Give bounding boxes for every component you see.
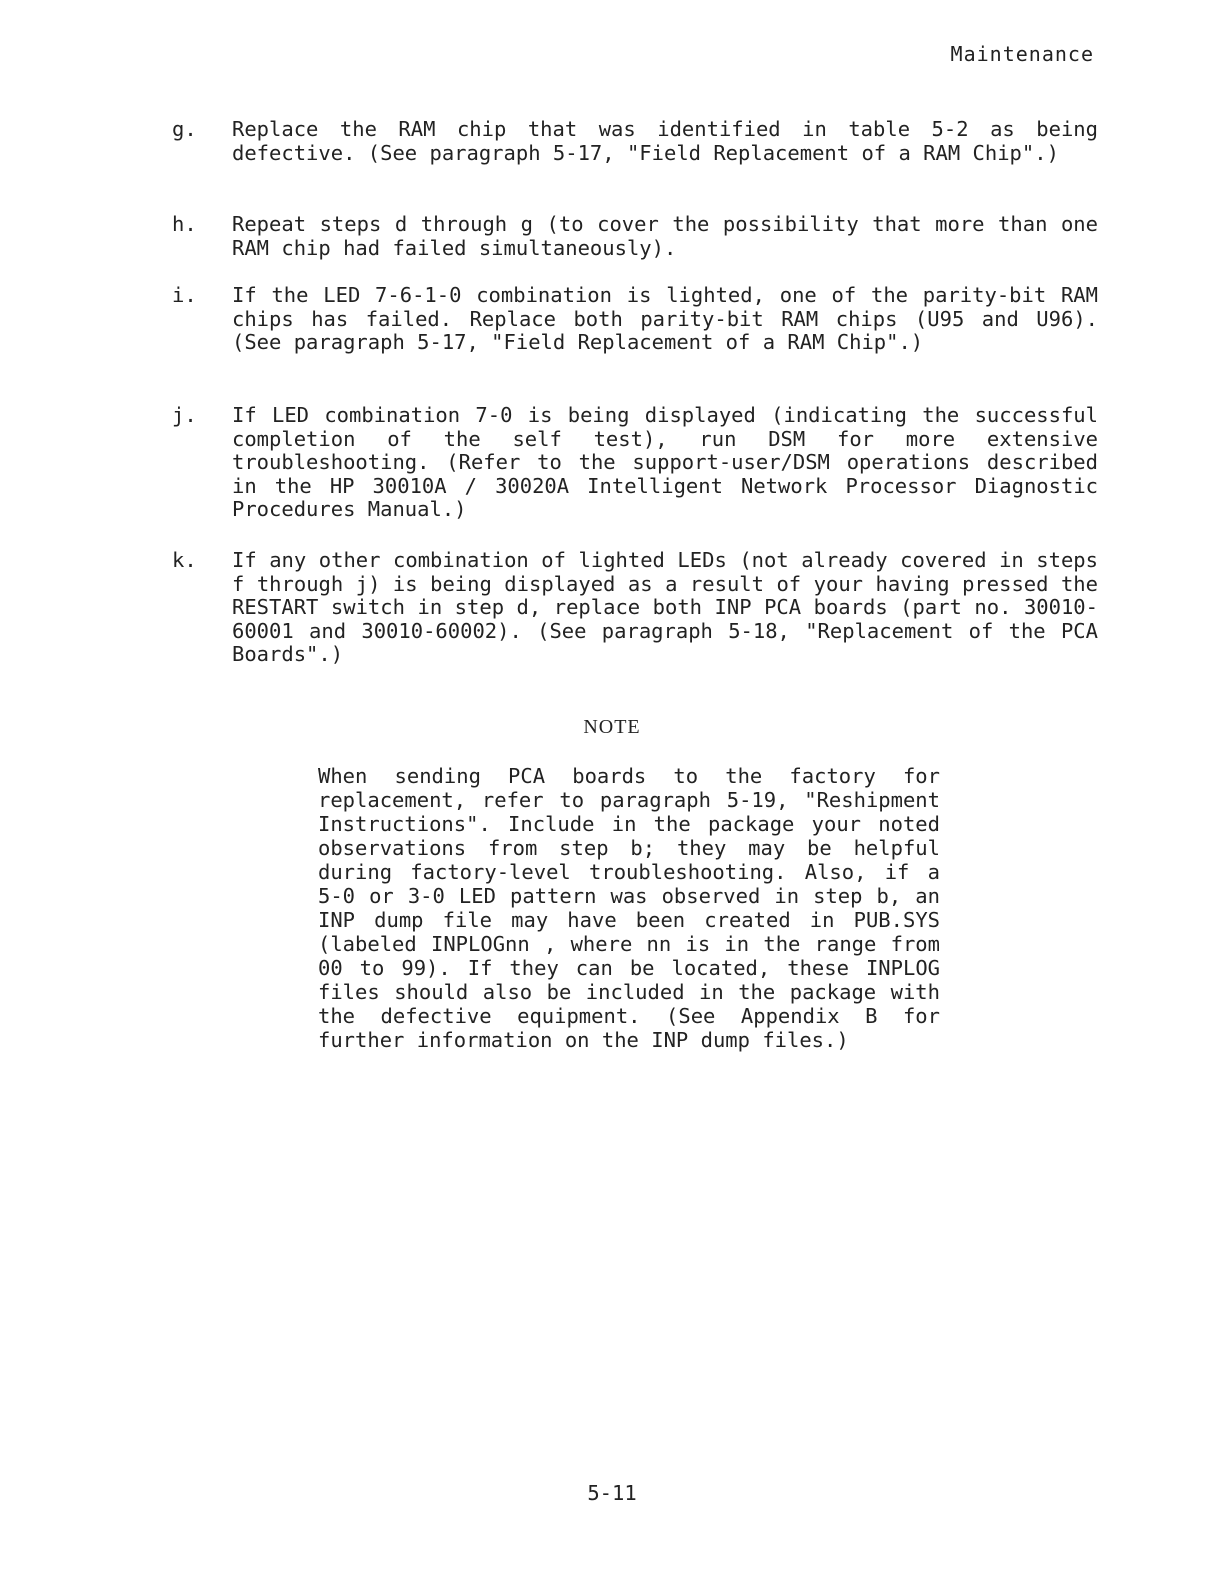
step-g	[172, 118, 1098, 165]
note-title: NOTE	[583, 716, 641, 738]
note-text: When sending PCA boards to the factory for replacement, refer to paragraph 5-19, "Reshipment Instructions". Include in the package your noted observations from step b; they may be helpful during factory-level troubleshooting. Also, if a 5-0 or 3-0 LED pattern was observed in step b, an INP dump file may have been created in PUB.SYS (labeled INPLOGnn , where nn is in the range from 00 to 99). If they can be located, these INPLOG files should also be included in the package with the defective equipment. (See Appendix B for further information on the INP dump files.)	[318, 764, 940, 1052]
step-letter: g.	[172, 117, 197, 141]
step-text: If the LED 7-6-1-0 combination is lighted, one of the parity-bit RAM chips has failed. Replace both parity-bit RAM chips (U95 and U96). (See paragraph 5-17, "Field Replacement of a RAM Chip".)	[232, 283, 1098, 355]
step-letter: j.	[172, 403, 197, 427]
step-text: If LED combination 7-0 is being displayed (indicating the successful completion of the self test), run DSM for more extensive troubleshooting. (Refer to the support-user/DSM operations described in the HP 30010A / 30020A Intelligent Network Processor Diagnostic Procedures Manual.)	[232, 403, 1098, 522]
step-k	[172, 549, 1098, 667]
step-i	[172, 284, 1098, 355]
step-text: Repeat steps d through g (to cover the possibility that more than one RAM chip had failed simultaneously).	[232, 212, 1098, 260]
step-text: Replace the RAM chip that was identified in table 5-2 as being defective. (See paragraph 5-17, "Field Replacement of a RAM Chip".)	[232, 117, 1098, 165]
step-h	[172, 213, 1098, 260]
step-text: If any other combination of lighted LEDs (not already covered in steps f through j) is being displayed as a result of your having pressed the RESTART switch in step d, replace both INP PCA boards (part no. 30010-60001 and 30010-60002). (See paragraph 5-18, "Replacement of the PCA Boards".)	[232, 548, 1098, 667]
step-j	[172, 404, 1098, 522]
page-number: 5-11	[587, 1481, 637, 1505]
step-letter: k.	[172, 548, 197, 572]
section-header: Maintenance	[950, 42, 1094, 66]
step-letter: i.	[172, 283, 197, 307]
step-letter: h.	[172, 212, 197, 236]
